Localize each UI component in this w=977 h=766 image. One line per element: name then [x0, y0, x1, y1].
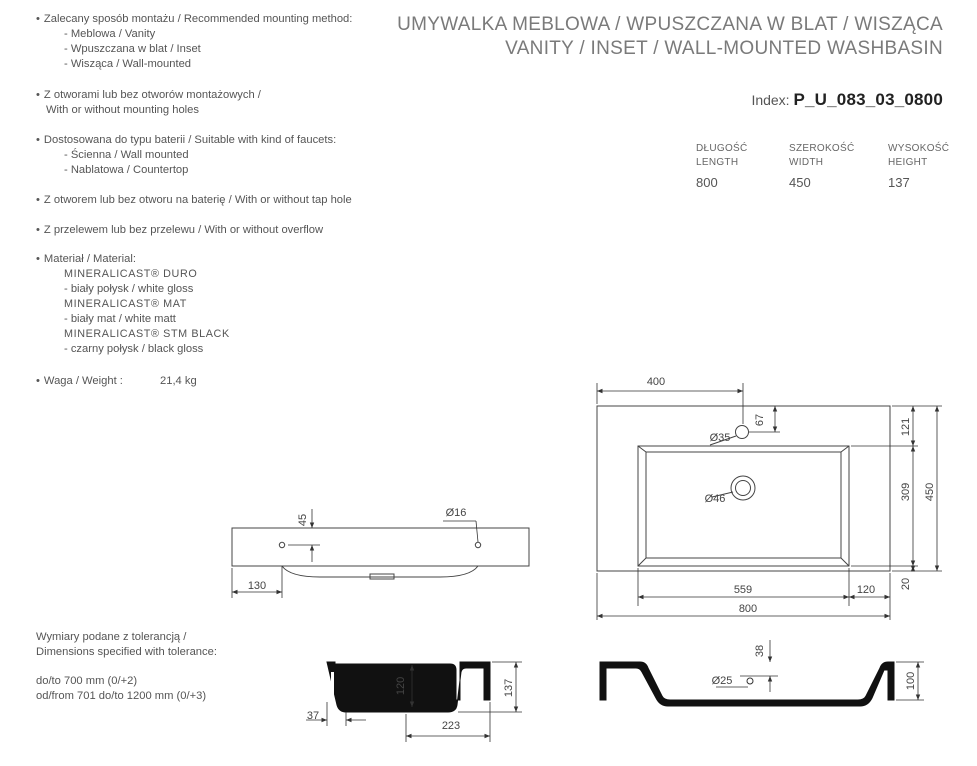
dim-width-pl: SZEROKOŚĆ [789, 143, 855, 154]
spec-mounting-option: - Wisząca / Wall-mounted [64, 58, 192, 70]
mount-hole-left-icon [279, 542, 284, 547]
overflow-hole-icon [747, 678, 753, 684]
spec-holes-line2: With or without mounting holes [46, 104, 199, 116]
dim-section-half-width: 223 [441, 720, 461, 732]
dim-back-margin: 121 [900, 417, 912, 437]
dim-length-en: LENGTH [696, 157, 739, 168]
side-view-bowl [282, 566, 478, 577]
dim-hole-height: 45 [297, 513, 309, 527]
top-view-outline [597, 406, 890, 571]
dim-height-value: 137 [888, 175, 910, 190]
dim-width-value: 450 [789, 175, 811, 190]
material-finish: - biały połysk / white gloss [64, 283, 194, 295]
tolerance-line2: Dimensions specified with tolerance: [36, 646, 217, 658]
spec-mounting-option: - Wpuszczana w blat / Inset [64, 43, 201, 55]
dim-height-en: HEIGHT [888, 157, 928, 168]
spec-overflow-text: • Z przelewem lub bez przelewu / With or without overflow [36, 223, 323, 238]
dim-total-length: 800 [738, 603, 758, 615]
dim-height-pl: WYSOKOŚĆ [888, 143, 950, 154]
dim-overflow-pos: 38 [754, 644, 766, 658]
spec-taphole-text: • Z otworem lub bez otworu na baterię / With or without tap hole [36, 193, 352, 208]
side-view [232, 528, 529, 579]
side-view-outline [232, 528, 529, 566]
tolerance-line1: Wymiary podane z tolerancją / [36, 631, 187, 643]
dim-section-total-height: 137 [503, 678, 515, 698]
dim-tap-from-edge: 67 [754, 413, 766, 427]
dim-total-width: 450 [924, 482, 936, 502]
dim-section-bowl-depth: 120 [395, 676, 407, 696]
spec-faucet-title: • Dostosowana do typu baterii / Suitable with kind of faucets: [36, 133, 336, 148]
label-hole-diameter: Ø16 [445, 507, 467, 519]
mount-hole-right-icon [475, 542, 480, 547]
spec-holes-line1: • Z otworami lub bez otworów montażowych / [36, 88, 261, 103]
spec-faucet-option: - Nablatowa / Countertop [64, 164, 189, 176]
top-view [597, 406, 890, 571]
label-drain-hole: Ø46 [704, 493, 726, 505]
tap-hole-icon [736, 426, 749, 439]
bowl-inner [646, 452, 841, 558]
spec-material-title: • Materiał / Material: [36, 252, 230, 267]
spec-mounting-title: • Zalecany sposób montażu / Recommended mounting method: [36, 12, 352, 27]
bowl-outer [638, 446, 849, 566]
drain-outer-icon [731, 476, 755, 500]
tolerance-line4: od/from 701 do/to 1200 mm (0/+3) [36, 690, 207, 702]
material-name: MINERALICAST® DURO [64, 268, 198, 280]
dim-side-margin: 120 [856, 584, 876, 596]
material-finish: - biały mat / white matt [64, 313, 176, 325]
weight-value: 21,4 kg [160, 375, 197, 387]
dim-tap-offset: 400 [646, 376, 666, 388]
material-name: MINERALICAST® STM BLACK [64, 328, 230, 340]
weight-label: • Waga / Weight : [36, 375, 123, 387]
dim-length-value: 800 [696, 175, 718, 190]
dim-front-margin: 20 [900, 577, 912, 591]
label-overflow-hole: Ø25 [711, 675, 733, 687]
dim-bowl-depth: 309 [900, 482, 912, 502]
dim-bowl-length: 559 [733, 584, 753, 596]
dim-section-height: 100 [905, 671, 917, 691]
drain-inner-icon [736, 481, 751, 496]
section-right-profile [600, 662, 894, 706]
index-label: Index: [751, 92, 790, 108]
section-left-profile [327, 662, 490, 712]
tolerance-line3: do/to 700 mm (0/+2) [36, 675, 138, 687]
dim-width-en: WIDTH [789, 157, 824, 168]
dim-hole-offset: 130 [247, 580, 267, 592]
side-view-dimensions [232, 509, 478, 598]
dim-length-pl: DŁUGOŚĆ [696, 143, 748, 154]
index-value: P_U_083_03_0800 [793, 90, 943, 109]
spec-faucet-option: - Ścienna / Wall mounted [64, 149, 189, 161]
label-tap-hole: Ø35 [709, 432, 731, 444]
material-finish: - czarny połysk / black gloss [64, 343, 204, 355]
dim-section-wall: 37 [306, 710, 320, 722]
spec-mounting-option: - Meblowa / Vanity [64, 28, 156, 40]
material-name: MINERALICAST® MAT [64, 298, 187, 310]
title-line-1: UMYWALKA MEBLOWA / WPUSZCZANA W BLAT / WISZĄCA [397, 14, 943, 35]
title-line-2: VANITY / INSET / WALL-MOUNTED WASHBASIN [505, 38, 943, 59]
